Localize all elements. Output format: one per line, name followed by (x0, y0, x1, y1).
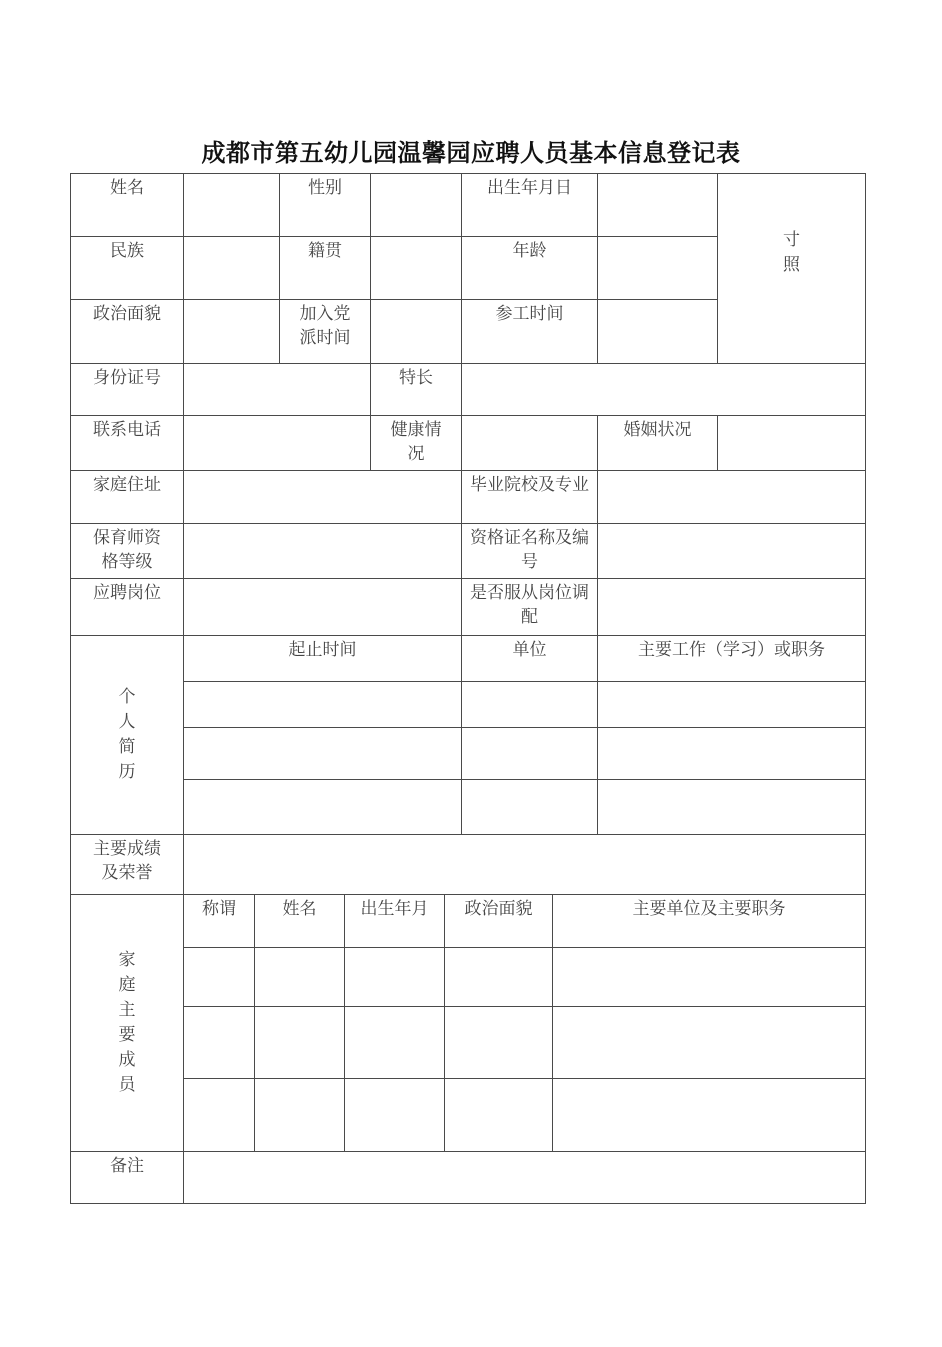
label-work-start-time: 参工时间 (461, 299, 598, 364)
family-row-3-political[interactable] (444, 1078, 553, 1152)
label-name: 姓名 (70, 173, 184, 237)
age-field[interactable] (597, 236, 718, 300)
label-phone: 联系电话 (70, 415, 184, 471)
political-status-field[interactable] (183, 299, 280, 364)
resume-row-3-duty[interactable] (597, 779, 866, 835)
label-native-place: 籍贯 (279, 236, 371, 300)
work-start-time-field[interactable] (597, 299, 718, 364)
ethnicity-field[interactable] (183, 236, 280, 300)
label-age: 年龄 (461, 236, 598, 300)
label-specialty: 特长 (370, 363, 462, 416)
achievements-field[interactable] (183, 834, 866, 895)
page-title: 成都市第五幼儿园温馨园应聘人员基本信息登记表 (201, 139, 741, 167)
label-graduated-school-major: 毕业院校及专业 (461, 470, 598, 524)
specialty-field[interactable] (461, 363, 866, 416)
label-remarks: 备注 (70, 1151, 184, 1204)
family-row-1-employer[interactable] (552, 947, 866, 1007)
gender-field[interactable] (370, 173, 462, 237)
label-position-applied: 应聘岗位 (70, 578, 184, 636)
label-accept-reassignment: 是否服从岗位调配 (461, 578, 598, 636)
family-row-2-name[interactable] (254, 1006, 345, 1079)
family-row-3-employer[interactable] (552, 1078, 866, 1152)
birth-date-field[interactable] (597, 173, 718, 237)
resume-header-duty: 主要工作（学习）或职务 (597, 635, 866, 682)
position-applied-field[interactable] (183, 578, 462, 636)
childcare-cert-level-field[interactable] (183, 523, 462, 579)
phone-field[interactable] (183, 415, 371, 471)
resume-row-1-unit[interactable] (461, 681, 598, 728)
resume-row-2-duty[interactable] (597, 727, 866, 780)
label-home-address: 家庭住址 (70, 470, 184, 524)
label-resume: 个人简历 (70, 635, 184, 835)
family-row-2-relation[interactable] (183, 1006, 255, 1079)
name-field[interactable] (183, 173, 280, 237)
resume-row-3-period[interactable] (183, 779, 462, 835)
label-health: 健康情况 (370, 415, 462, 471)
resume-row-1-period[interactable] (183, 681, 462, 728)
family-header-employer: 主要单位及主要职务 (552, 894, 866, 948)
family-header-name: 姓名 (254, 894, 345, 948)
label-cert-name-number: 资格证名称及编号 (461, 523, 598, 579)
remarks-field[interactable] (183, 1151, 866, 1204)
family-row-2-birth[interactable] (344, 1006, 445, 1079)
marital-status-field[interactable] (717, 415, 866, 471)
label-political-status: 政治面貌 (70, 299, 184, 364)
resume-header-unit: 单位 (461, 635, 598, 682)
cert-name-number-field[interactable] (597, 523, 866, 579)
resume-row-2-period[interactable] (183, 727, 462, 780)
resume-row-2-unit[interactable] (461, 727, 598, 780)
family-row-2-political[interactable] (444, 1006, 553, 1079)
family-row-3-name[interactable] (254, 1078, 345, 1152)
label-birth-date: 出生年月日 (461, 173, 598, 237)
resume-row-1-duty[interactable] (597, 681, 866, 728)
health-field[interactable] (461, 415, 598, 471)
id-number-field[interactable] (183, 363, 371, 416)
family-row-3-relation[interactable] (183, 1078, 255, 1152)
accept-reassignment-field[interactable] (597, 578, 866, 636)
family-row-2-employer[interactable] (552, 1006, 866, 1079)
label-party-join-time: 加入党派时间 (279, 299, 371, 364)
label-ethnicity: 民族 (70, 236, 184, 300)
label-family-members: 家庭主要成员 (70, 894, 184, 1152)
label-marital-status: 婚姻状况 (597, 415, 718, 471)
family-row-1-relation[interactable] (183, 947, 255, 1007)
label-achievements: 主要成绩及荣誉 (70, 834, 184, 895)
resume-row-3-unit[interactable] (461, 779, 598, 835)
label-id-number: 身份证号 (70, 363, 184, 416)
family-row-1-name[interactable] (254, 947, 345, 1007)
graduated-school-major-field[interactable] (597, 470, 866, 524)
photo-box[interactable] (717, 173, 866, 364)
party-join-time-field[interactable] (370, 299, 462, 364)
label-childcare-cert-level: 保育师资格等级 (70, 523, 184, 579)
home-address-field[interactable] (183, 470, 462, 524)
label-photo: 寸照 (783, 230, 800, 275)
family-header-political: 政治面貌 (444, 894, 553, 948)
family-header-birth: 出生年月 (344, 894, 445, 948)
resume-header-period: 起止时间 (183, 635, 462, 682)
family-row-1-political[interactable] (444, 947, 553, 1007)
label-gender: 性别 (279, 173, 371, 237)
family-row-3-birth[interactable] (344, 1078, 445, 1152)
native-place-field[interactable] (370, 236, 462, 300)
family-row-1-birth[interactable] (344, 947, 445, 1007)
family-header-relation: 称谓 (183, 894, 255, 948)
